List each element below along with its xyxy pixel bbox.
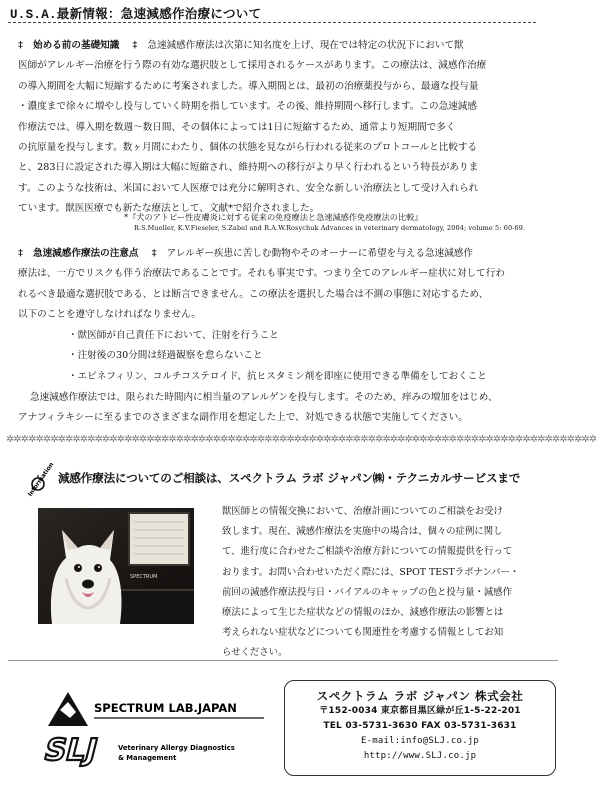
information-icon xyxy=(18,461,56,498)
reference-title: *『犬のアトピー性皮膚炎に対する従来の免疫療法と急速減感作免疫療法の比較』 xyxy=(124,212,423,222)
paragraph-line: アレルギー疾患に苦しむ動物やそのオーナーに希望を与える急速減感作 xyxy=(166,248,473,259)
list-item: ・獣医師が自己責任下において、注射を行うこと xyxy=(68,330,279,341)
paragraph-line: れるべき最適な選択肢である、とは断言できません。この療法を選択した場合は不測の事態に対応するため、 xyxy=(18,288,489,300)
phone-fax-text: TEL 03-5731-3630 FAX 03-5731-3631 xyxy=(323,721,517,731)
paragraph-line: す。このような技術は、米国において人医療では充分に解明され、安全な新しい治療法として受け入れられ xyxy=(18,182,479,194)
website-link[interactable]: http://www.SLJ.co.jp xyxy=(363,751,477,761)
section-basics xyxy=(18,36,538,220)
paragraph-line: 致します。現在、減感作療法を実施中の場合は、個々の症例に関し xyxy=(222,526,503,538)
list-item: ・注射後の30分間は経過観察を怠らないこと xyxy=(68,350,263,362)
section-basics-first-line xyxy=(18,36,538,56)
paragraph-line: ています。獣医医療でも新たな療法として、文献*で紹介されました。 xyxy=(18,203,320,215)
precaution-list xyxy=(68,326,487,387)
paragraph-line: 獣医師との情報交換において、治療計画についてのご相談をお受け xyxy=(222,506,503,517)
list-item: ・エピネフィリン、コルチコステロイド、抗ヒスタミン剤を即座に使用できる準備をしておくこと xyxy=(68,370,487,382)
contact-box xyxy=(284,680,556,776)
svg-text:Information: Information xyxy=(26,461,56,498)
email-link[interactable]: E-mail:info@SLJ.co.jp xyxy=(361,736,479,746)
paragraph-line: 急速減感作療法は次第に知名度を上げ、現在では特定の状況下において獣 xyxy=(147,40,464,51)
svg-text:SPECTRUM: SPECTRUM xyxy=(130,574,158,580)
double-dagger-icon: ‡ xyxy=(132,40,138,51)
paragraph-line: 療法によって生じた症状などの情報のほか、減感作療法の影響とは xyxy=(222,607,504,619)
svg-text:Veterinary Allergy Diagnostics: Veterinary Allergy Diagnostics xyxy=(118,744,235,752)
paragraph-line: 前回の減感作療法投与日・バイアルのキャップの色と投与量・減感作 xyxy=(222,586,512,598)
section-precautions-first-line xyxy=(18,244,538,264)
address-text: 〒152-0034 東京都目黒区緑が丘1-5-22-201 xyxy=(319,706,521,716)
paragraph-line: アナフィラキシーに至るまでのさまざまな副作用を想定した上で、対処できる状態で実施してください。 xyxy=(18,412,468,424)
paragraph-line: ・濃度まで徐々に増やし投与していく時期を指しています。その後、維持期間へ移行します。この急速減感 xyxy=(18,101,477,113)
company-logo xyxy=(36,690,266,770)
svg-text:SPECTRUM LAB.JAPAN: SPECTRUM LAB.JAPAN xyxy=(94,701,237,715)
star-divider: ✲✲✲✲✲✲✲✲✲✲✲✲✲✲✲✲✲✲✲✲✲✲✲✲✲✲✲✲✲✲✲✲✲✲✲✲✲✲✲✲✲✲✲✲✲✲✲✲✲✲✲✲✲✲✲✲✲✲✲✲✲✲✲✲✲✲✲✲✲✲✲✲✲✲✲✲✲✲✲✲ xyxy=(6,434,596,445)
information-heading: 減感作療法についてのご相談は、スペクトラム ラボ ジャパン㈱・テクニカルサービスまで xyxy=(58,471,521,485)
paragraph-line: らせください。 xyxy=(222,647,288,659)
title-divider xyxy=(8,22,536,23)
closing-paragraph xyxy=(18,388,538,429)
paragraph-line: 考えられない症状などについても関連性を考慮する情報としてお知 xyxy=(222,627,504,639)
double-dagger-icon: ‡ xyxy=(151,248,157,259)
paragraph-line: おります。お問い合わせいただく際には、SPOT TESTラボナンバー・ xyxy=(222,566,520,578)
paragraph-line: 療法は、一方でリスクも伴う治療法であることです。それも事実です。つまり全てのアレルギー症状に対して行わ xyxy=(18,268,505,280)
double-dagger-icon: ‡ xyxy=(18,248,23,259)
section-precautions xyxy=(18,244,538,326)
svg-text:& Management: & Management xyxy=(118,754,177,762)
paragraph-line: の導入期間を大幅に短縮するために考案されました。導入期間とは、最初の治療薬投与から、最適な投与量 xyxy=(18,80,479,92)
reference-citation: R.S.Mueller, K.V.Fieseler, S.Zabel and R.A.W.Rosychuk Advances in veterinary dermatology, 2004; volume 5: 60-69. xyxy=(134,224,526,232)
paragraph-line: と、283日に設定された導入期は大幅に短縮され、維持期への移行がより早く行われるという特長がありま xyxy=(18,162,479,174)
paragraph-line: て、進行度に合わせたご相談や治療方針についての情報提供を行って xyxy=(222,546,513,558)
paragraph-line: 医師がアレルギー治療を行う際の有効な選択肢として採用されるケースがあります。この療法は、減感作治療 xyxy=(18,60,487,72)
paragraph-line: 以下のことを遵守しなければなりません。 xyxy=(18,309,201,321)
svg-text:SLJ: SLJ xyxy=(40,733,102,768)
paragraph-line: の抗原量を投与します。数ヶ月間にわたり、個体の状態を見ながら行われる従来のプロトコールと比較する xyxy=(18,142,478,154)
section-precautions-heading: 急速減感作療法の注意点 xyxy=(33,248,139,259)
paragraph-line: 作療法では、導入期を数週～数日間、その個体によっては1日に短縮するため、通常より短期間で多く xyxy=(18,121,456,133)
page-title: U.S.A.最新情報：急速減感作治療について xyxy=(10,8,262,22)
company-name: スペクトラム ラボ ジャパン 株式会社 xyxy=(316,689,524,703)
footer-divider xyxy=(8,660,558,661)
information-body xyxy=(222,502,542,664)
section-basics-heading: 始める前の基礎知識 xyxy=(33,40,120,51)
dog-photo xyxy=(38,508,194,624)
paragraph-line: 急速減感作療法では、限られた時間内に相当量のアレルゲンを投与します。そのため、痒みの増加をはじめ、 xyxy=(30,392,498,403)
double-dagger-icon: ‡ xyxy=(18,40,23,51)
